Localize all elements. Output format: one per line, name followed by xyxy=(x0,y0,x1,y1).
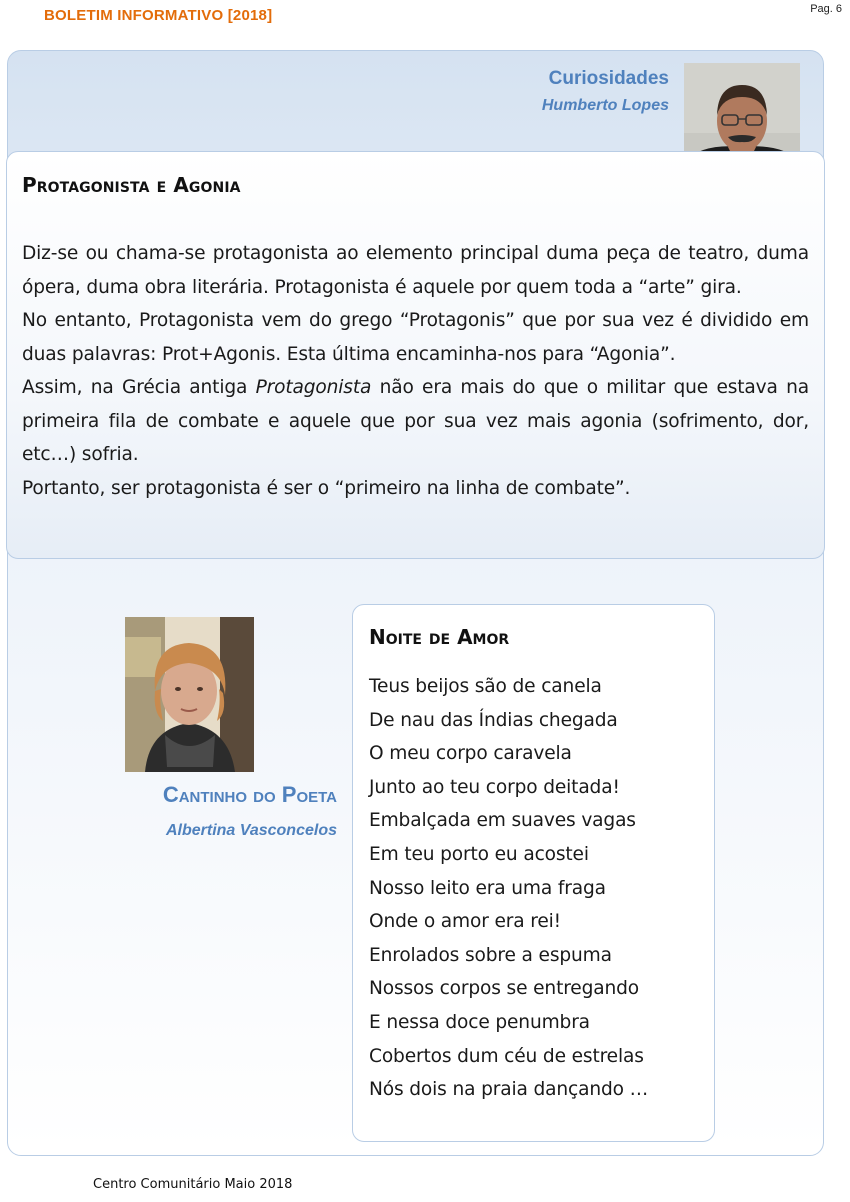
poem-line: Onde o amor era rei! xyxy=(369,911,561,933)
article-paragraph-3-start: Assim, na Grécia antiga xyxy=(22,377,256,398)
poem-line: Nossos corpos se entregando xyxy=(369,978,639,1000)
poem-line: O meu corpo caravela xyxy=(369,743,572,765)
poem-line: De nau das Índias chegada xyxy=(369,709,618,731)
article-paragraph-4: Portanto, ser protagonista é ser o “primeiro na linha de combate”. xyxy=(22,477,631,499)
poem-line: E nessa doce penumbra xyxy=(369,1011,590,1033)
newsletter-title: BOLETIM INFORMATIVO [2018] xyxy=(44,7,273,24)
article-body xyxy=(22,237,809,505)
poem-lines xyxy=(369,670,648,1107)
poem-line: Junto ao teu corpo deitada! xyxy=(369,776,620,798)
article-paragraph-1: Diz-se ou chama-se protagonista ao elemento principal duma peça de teatro, duma ópera, duma obra literária. Protagonista é aquele por quem toda a “arte” gira. xyxy=(22,243,809,298)
poem-line: Enrolados sobre a espuma xyxy=(369,944,612,966)
article-heading: Protagonista e Agonia xyxy=(22,173,241,197)
poem-line: Nosso leito era uma fraga xyxy=(369,877,606,899)
author-photo-albertina-illustration xyxy=(125,617,254,772)
article-paragraph-3-italic: Protagonista xyxy=(255,377,372,398)
footer-text: Centro Comunitário Maio 2018 xyxy=(93,1177,293,1192)
article-paragraph-2: No entanto, Protagonista vem do grego “Protagonis” que por sua vez é dividido em duas palavras: Prot+Agonis. Esta última encaminha-nos para “Agonia”. xyxy=(22,310,809,365)
page-number: Pag. 6 xyxy=(810,3,842,15)
article-paragraph-3-end: não era mais do que o militar que estava na primeira fila de combate e aquele que por sua vez mais agonia (sofrimento, dor, etc…) sofria. xyxy=(22,377,809,465)
article-paragraph-3 xyxy=(22,371,809,472)
author-albertina-vasconcelos: Albertina Vasconcelos xyxy=(165,822,337,839)
author-photo-albertina xyxy=(125,617,254,772)
poem-line: Cobertos dum céu de estrelas xyxy=(369,1045,644,1067)
poem-title: Noite de Amor xyxy=(369,625,510,649)
section-title-curiosidades: Curiosidades xyxy=(548,68,669,89)
poem-line: Teus beijos são de canela xyxy=(369,676,602,697)
author-humberto-lopes: Humberto Lopes xyxy=(541,97,669,114)
section-title-cantinho-do-poeta: Cantinho do Poeta xyxy=(162,782,337,807)
poem-line: Nós dois na praia dançando … xyxy=(369,1079,649,1101)
poem-line: Em teu porto eu acostei xyxy=(369,843,589,865)
poem-line: Embalçada em suaves vagas xyxy=(369,810,636,832)
